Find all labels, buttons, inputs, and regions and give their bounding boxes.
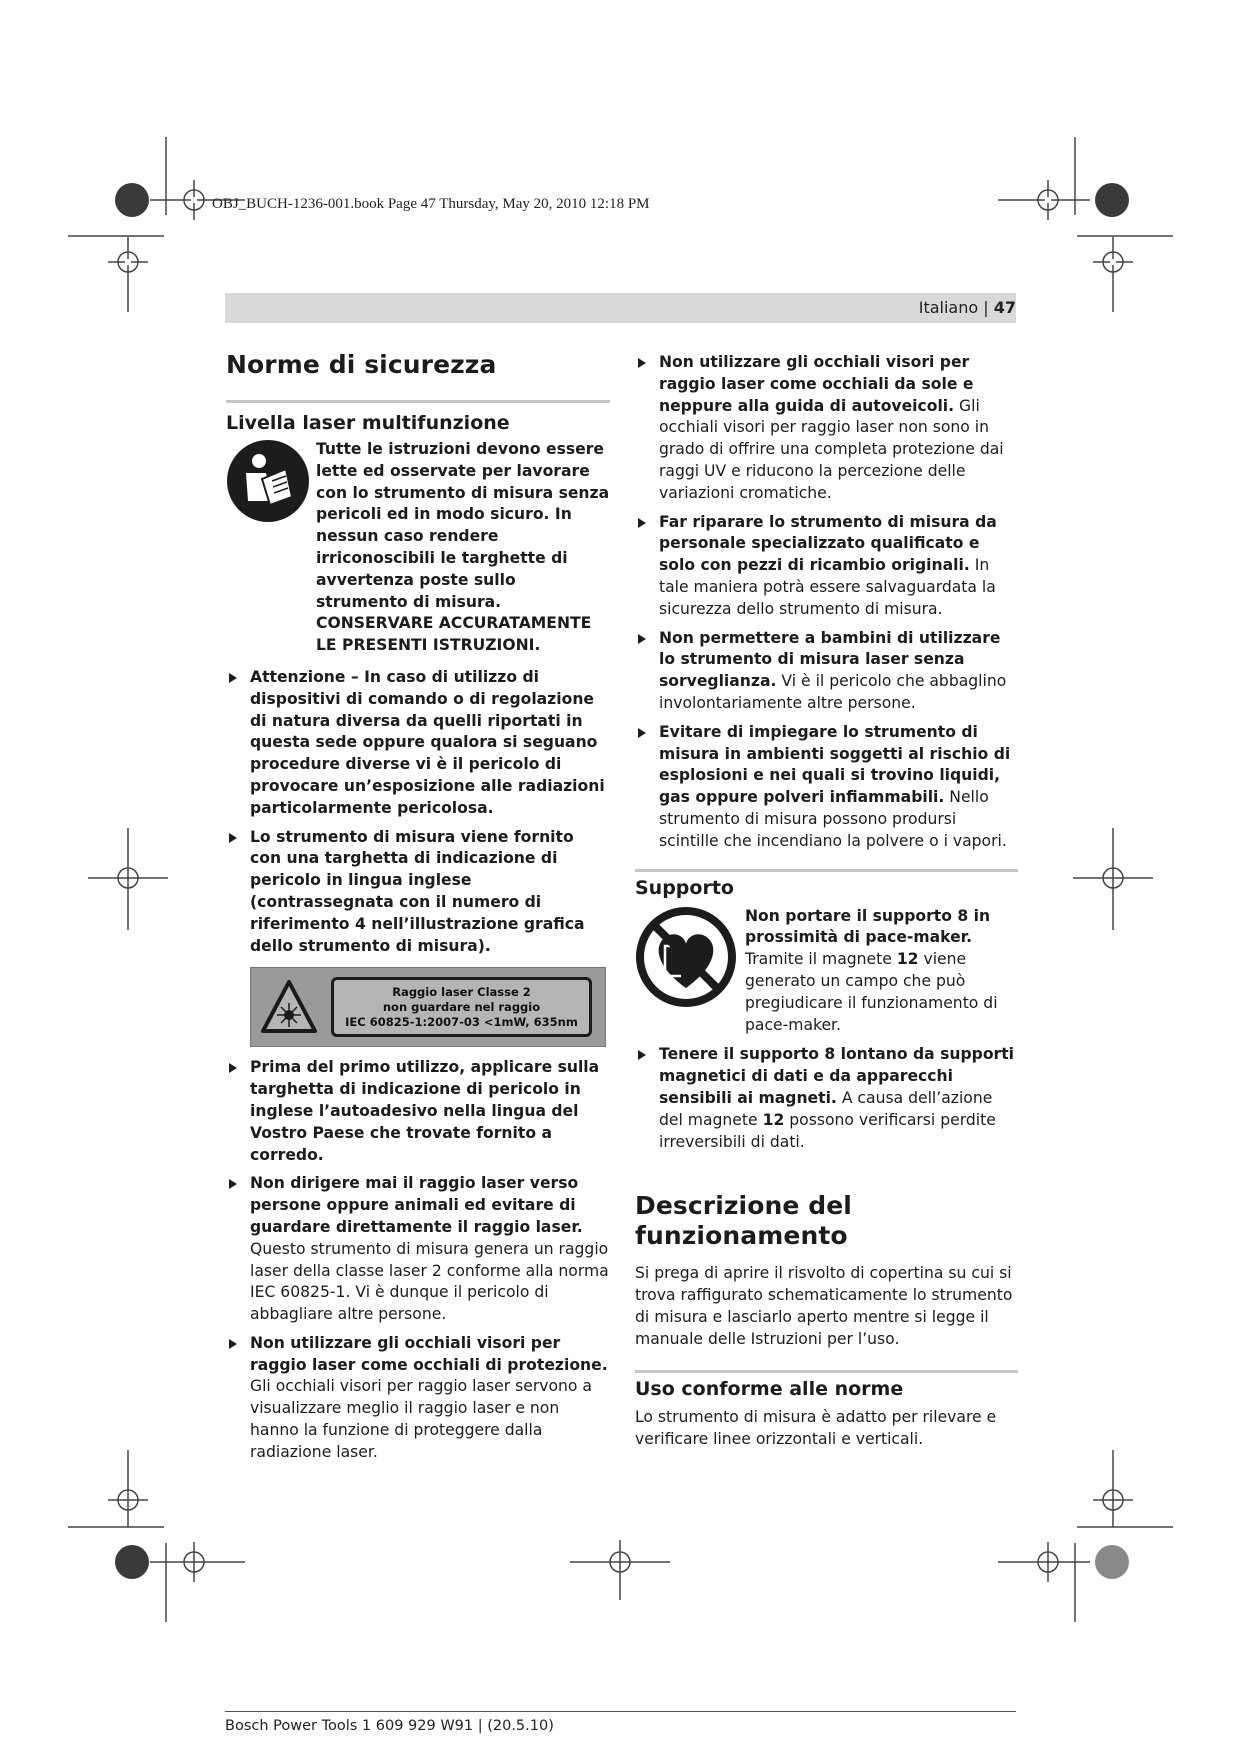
bullet-triangle-icon — [638, 1050, 646, 1060]
footer-rule — [225, 1711, 1016, 1712]
subsection-title: Livella laser multifunzione — [226, 412, 510, 434]
printer-info: OBJ_BUCH-1236-001.book Page 47 Thursday, May 20, 2010 12:18 PM — [212, 196, 650, 212]
no-pacemaker-icon — [635, 906, 745, 1037]
item-text: Gli occhiali visori per raggio laser non sono in grado di offrire una completa protezione dai raggi UV e riducono la percezione delle variazioni cromatiche. — [659, 396, 1004, 502]
pacemaker-warning — [745, 906, 1018, 1037]
left-column — [226, 350, 610, 1471]
item-text: Nello strumento di misura possono prodursi scintille che incendiano la polvere o i vapori. — [659, 788, 1007, 850]
read-manual-icon — [226, 439, 316, 657]
magnet-reference: 12 — [762, 1110, 785, 1129]
item-text: A causa dell’azione del magnete — [659, 1088, 993, 1129]
laser-warning-label — [250, 967, 606, 1047]
item-bold-text: Lo strumento di misura viene fornito con una targhetta di indicazione di pericolo in lingua inglese (contrassegnata con il numero di riferimento 4 nell’illustrazione grafica dello strumento di misura). — [250, 827, 585, 955]
item-bold-text: Non portare il supporto 8 in prossimità di pace-maker. — [745, 906, 991, 947]
item-bold-text: Non utilizzare gli occhiali visori per raggio laser come occhiali di protezione. — [250, 1333, 608, 1374]
item-bold-text: Non dirigere mai il raggio laser verso persone oppure animali ed evitare di guardare direttamente il raggio laser. — [250, 1174, 583, 1236]
section-rule — [635, 1370, 1018, 1373]
item-bold-text: Far riparare lo strumento di misura da personale specializzato qualificato e solo con pezzi di ricambio originali. — [659, 512, 997, 575]
list-item — [226, 667, 610, 820]
support-title: Supporto — [635, 876, 734, 899]
header-separator: | — [983, 298, 989, 317]
page-number: 47 — [993, 298, 1016, 317]
item-bold-text: Evitare di impiegare lo strumento di misura in ambienti soggetti al rischio di esplosioni e nei quali si trovino liquidi, gas oppure polveri infiammabili. — [659, 722, 1011, 807]
label-line: Raggio laser Classe 2 — [392, 984, 531, 999]
item-bold-text: Non permettere a bambini di utilizzare lo strumento di misura laser senza sorveglianza. — [659, 628, 1001, 691]
section-rule — [226, 400, 610, 403]
list-item — [226, 1057, 610, 1166]
bullet-triangle-icon — [638, 518, 646, 528]
laser-hazard-icon — [261, 979, 317, 1035]
bullet-triangle-icon — [229, 1179, 237, 1189]
bullet-triangle-icon — [638, 728, 646, 738]
item-text: Gli occhiali visori per raggio laser servono a visualizzare meglio il raggio laser e non hanno la funzione di proteggere dalla radiazione laser. — [250, 1377, 592, 1461]
page-header — [919, 298, 1016, 317]
label-line: IEC 60825-1:2007-03 <1mW, 635nm — [345, 1014, 578, 1029]
item-text: Questo strumento di misura genera un raggio laser della classe laser 2 conforme alla norma IEC 60825-1. Vi è dunque il pericolo di abbagliare altre persone. — [250, 1239, 609, 1324]
list-item — [226, 1333, 610, 1464]
bullet-triangle-icon — [229, 1063, 237, 1073]
section-title: Norme di sicurezza — [226, 350, 497, 379]
magnet-reference: 12 — [896, 950, 919, 969]
item-bold-text: Non utilizzare gli occhiali visori per raggio laser come occhiali da sole e neppure alla guida di autoveicoli. — [659, 353, 974, 415]
list-item — [635, 628, 1018, 715]
item-text: Vi è il pericolo che abbaglino involontariamente altre persone. — [659, 672, 1007, 712]
bullet-triangle-icon — [638, 358, 646, 368]
pacemaker-block — [635, 906, 1018, 1037]
bullet-triangle-icon — [229, 833, 237, 843]
item-bold-text: Tenere il supporto 8 lontano da supporti magnetici di dati e da apparecchi sensibili ai magneti. — [659, 1045, 1015, 1107]
header-language: Italiano — [918, 298, 979, 317]
item-text: possono verificarsi perdite irreversibili di dati. — [659, 1110, 996, 1151]
label-line: non guardare nel raggio — [382, 999, 541, 1014]
bullet-triangle-icon — [638, 634, 646, 644]
bullet-triangle-icon — [229, 673, 237, 683]
page-footer: Bosch Power Tools 1 609 929 W91 | (20.5.10) — [225, 1718, 554, 1734]
section-rule — [635, 869, 1018, 872]
description-text: Si prega di aprire il risvolto di copertina su cui si trova raffigurato schematicamente lo strumento di misura e lasciarlo aperto mentre si legge il manuale delle Istruzioni per l’uso. — [635, 1264, 1013, 1348]
item-text: viene generato un campo che può pregiudicare il funzionamento di pace-maker. — [745, 950, 998, 1034]
list-item — [635, 722, 1018, 853]
laser-label-text — [331, 977, 592, 1037]
intended-use-title: Uso conforme alle norme — [635, 1378, 904, 1401]
item-text: In tale maniera potrà essere salvaguardata la sicurezza dello strumento di misura. — [659, 556, 996, 618]
description-title: Descrizione del funzionamento — [635, 1191, 852, 1251]
read-manual-block — [226, 439, 610, 657]
list-item — [635, 512, 1018, 621]
item-bold-text: Prima del primo utilizzo, applicare sulla targhetta di indicazione di pericolo in inglese l’autoadesivo nella lingua del Vostro Paese che trovate fornito a corredo. — [250, 1058, 600, 1164]
intro-warning: Tutte le istruzioni devono essere lette ed osservate per lavorare con lo strumento di misura senza pericoli ed in modo sicuro. In nessun caso rendere irriconoscibili le targhette di avvertenza poste sullo strumento di misura. CONSERVARE ACCURATAMENTE LE PRESENTI ISTRUZIONI. — [316, 440, 610, 655]
list-item — [635, 352, 1018, 505]
intended-use-text: Lo strumento di misura è adatto per rilevare e verificare linee orizzontali e verticali. — [635, 1408, 997, 1449]
list-item — [635, 1044, 1018, 1153]
header-bar — [225, 293, 1016, 323]
right-column — [635, 352, 1018, 1451]
item-bold-text: Attenzione – In caso di utilizzo di dispositivi di comando o di regolazione di natura diversa da quelli riportati in questa sede oppure qualora si seguano procedure diverse vi è il pericolo di provocare un’esposizione alle radiazioni particolarmente pericolosa. — [250, 667, 605, 817]
item-text: Tramite il magnete — [745, 950, 892, 969]
bullet-triangle-icon — [229, 1339, 237, 1349]
list-item — [226, 827, 610, 958]
list-item — [226, 1173, 610, 1326]
